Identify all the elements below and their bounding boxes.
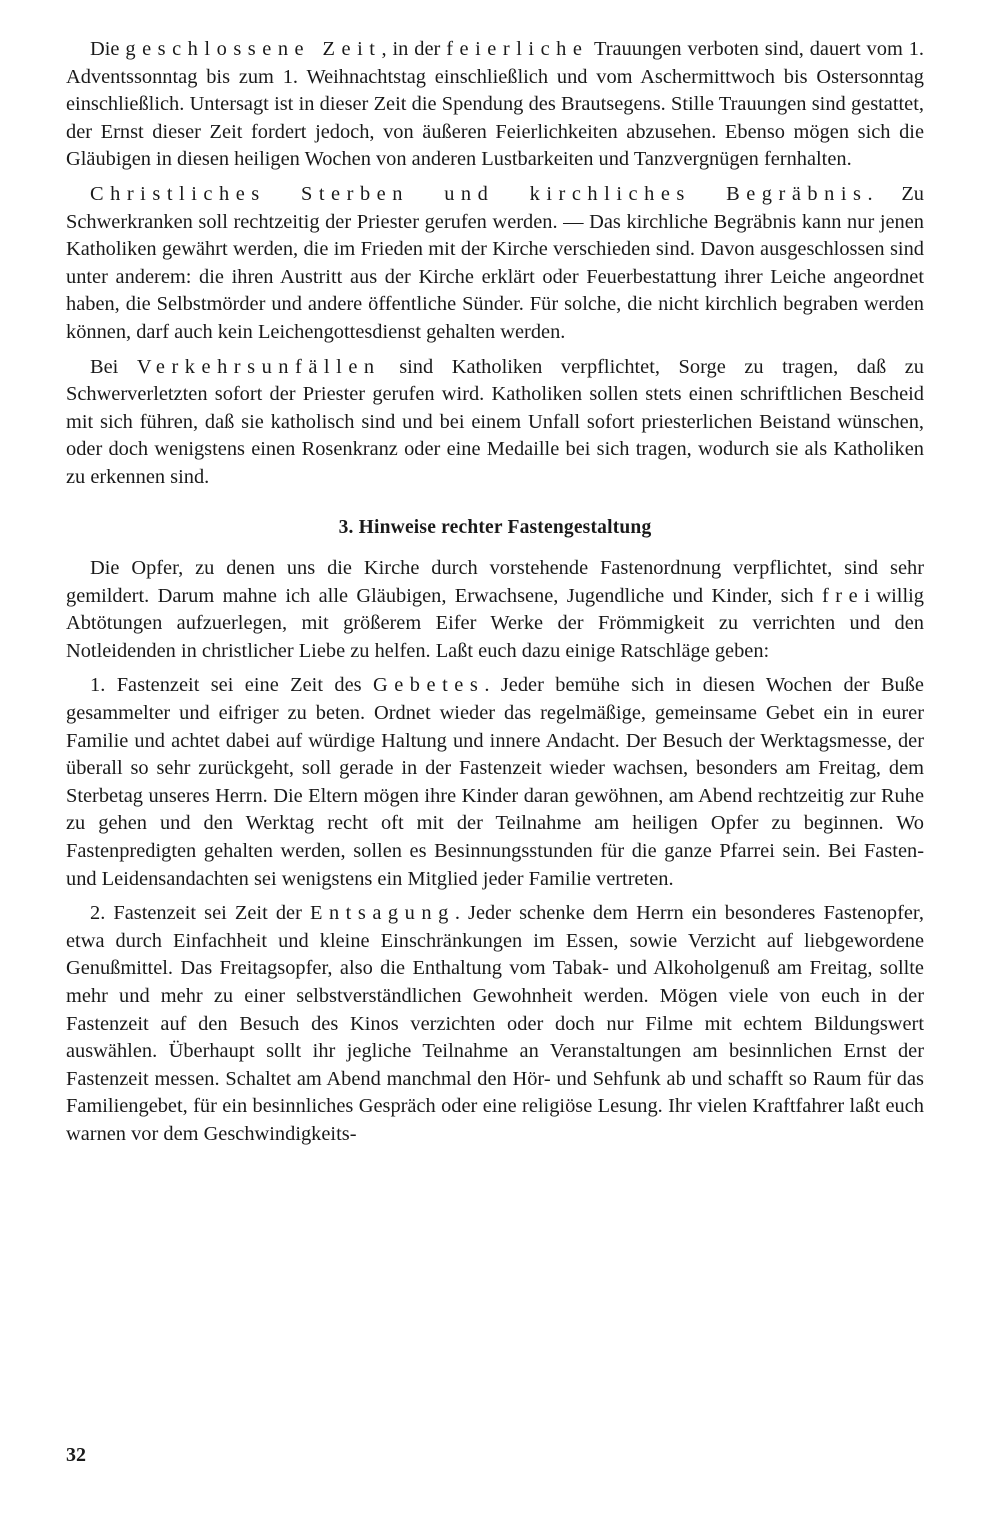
page-number: 32 xyxy=(66,1444,86,1466)
paragraph-renunciation xyxy=(66,900,924,1148)
text: 2. Fastenzeit sei Zeit der xyxy=(90,902,310,925)
spaced-term: frei xyxy=(821,584,877,607)
paragraph-fasting-intro xyxy=(66,555,924,665)
text: . Jeder schenke dem Herrn ein besonderes Fastenopfer, etwa durch Einfachheit und kleine Einschränkungen im Essen, sowie Verzicht auf liebgewordene Genußmittel. Das Freitagsopfer, also die Enthaltung vom Tabak- und Alkoholgenuß am Freitag, sollte mehr und mehr zu einer selbstverständlichen Gewohnheit werden. Mögen viele von euch in der Fastenzeit auf den Besuch des Kinos verzichten oder doch nur Filme mit echtem Bildungswert auswählen. Überhaupt sollt ihr jegliche Teilnahme an Veranstaltungen am besinnlichen Ernst der Fastenzeit messen. Schaltet am Abend manchmal den Hör- und Sehfunk ab und schafft so Raum für das Familiengebet, für ein besinnliches Gespräch oder eine religiöse Lesung. Ihr vielen Kraftfahrer laßt euch warnen vor dem Geschwindigkeits- xyxy=(66,902,924,1145)
spaced-term: Christliches Sterben und kirchliches Begräbnis xyxy=(90,182,868,205)
text: willig Abtötungen aufzuerlegen, mit größerem Eifer Werke der Frömmigkeit zu verrichten und den Notleidenden in christlicher Liebe zu helfen. Laßt euch dazu einige Ratschläge geben: xyxy=(66,584,924,662)
spaced-term: Gebetes xyxy=(372,674,485,697)
spaced-term: Entsagung xyxy=(309,902,455,925)
text: 1. Fastenzeit sei eine Zeit des xyxy=(90,674,373,697)
paragraph-closed-season xyxy=(66,36,924,174)
text: Trauungen verboten sind, dauert vom 1. Adventssonntag bis zum 1. Weihnachtstag einschließlich und vom Aschermittwoch bis Ostersonntag einschließlich. Untersagt ist in dieser Zeit die Spendung des Brautsegens. Stille Trauungen sind gestattet, der Ernst dieser Zeit fordert jedoch, von äußeren Feierlichkeiten abzusehen. Ebenso mögen sich die Gläubigen in diesen heiligen Wochen von anderen Lustbarkeiten und Tanzvergnügen fernhalten. xyxy=(66,38,924,171)
spaced-term: Verkehrsunfällen xyxy=(136,355,381,378)
text: Die xyxy=(90,38,126,60)
document-page xyxy=(66,36,924,1496)
text: sind Katholiken verpflichtet, Sorge zu tragen, daß zu Schwerverletzten sofort der Priester gerufen wird. Katholiken sollen stets einen schriftlichen Bescheid mit sich führen, daß sie katholisch sind und bei einem Unfall sofort priesterlichen Beistand wünschen, oder doch wenigstens einen Rosenkranz oder eine Medaille bei sich tragen, wodurch sie als Katholiken zu erkennen sind. xyxy=(66,355,924,488)
text: . Zu Schwerkranken soll rechtzeitig der Priester gerufen werden. — Das kirchliche Begräbnis kann nur jenen Katholiken gewährt werden, die im Frieden mit der Kirche verschieden sind. Davon ausgeschlossen sind unter anderem: die ihren Austritt aus der Kirche erklärt oder Feuerbestattung ihrer Leiche angeordnet haben, die Selbstmörder und andere öffentliche Sünder. Für solche, die nicht kirchlich begraben werden können, darf auch kein Leichengottesdienst gehalten werden. xyxy=(66,182,924,343)
text: . Jeder bemühe sich in diesen Wochen der Buße gesammelter und eifriger zu beten. Ordnet wieder das regelmäßige, gemeinsame Gebet ein in eurer Familie und achtet dabei auf würdige Haltung und innere Andacht. Der Besuch der Werktagsmesse, der überall so sehr zurückgeht, soll gerade in der Fastenzeit wieder wachsen, besonders am Freitag, dem Sterbetag unseres Herrn. Die Eltern mögen ihre Kinder daran gewöhnen, am Abend rechtzeitig zur Ruhe zu gehen und den Werktag recht oft mit der Teilnahme am heiligen Opfer zu beginnen. Wo Fastenpredigten gehalten werden, sollen es Besinnungsstunden für die ganze Pfarrei sein. Bei Fasten- und Leidensandachten sei wenigstens ein Mitglied jeder Familie vertreten. xyxy=(66,674,924,890)
section-heading: 3. Hinweise rechter Fastengestaltung xyxy=(338,516,652,538)
spaced-term: feierliche xyxy=(446,38,589,60)
paragraph-prayer xyxy=(66,672,924,893)
text: Bei xyxy=(90,355,137,378)
paragraph-christian-burial xyxy=(66,181,924,347)
paragraph-traffic-accidents xyxy=(66,354,924,492)
spaced-term: geschlossene Zeit xyxy=(125,38,382,60)
text: , in der xyxy=(381,38,447,60)
text: Die Opfer, zu denen uns die Kirche durch vorstehende Fastenordnung verpflichtet, sind sehr gemildert. Darum mahne ich alle Gläubigen, Erwachsene, Jugendliche und Kinder, sich xyxy=(66,557,924,607)
